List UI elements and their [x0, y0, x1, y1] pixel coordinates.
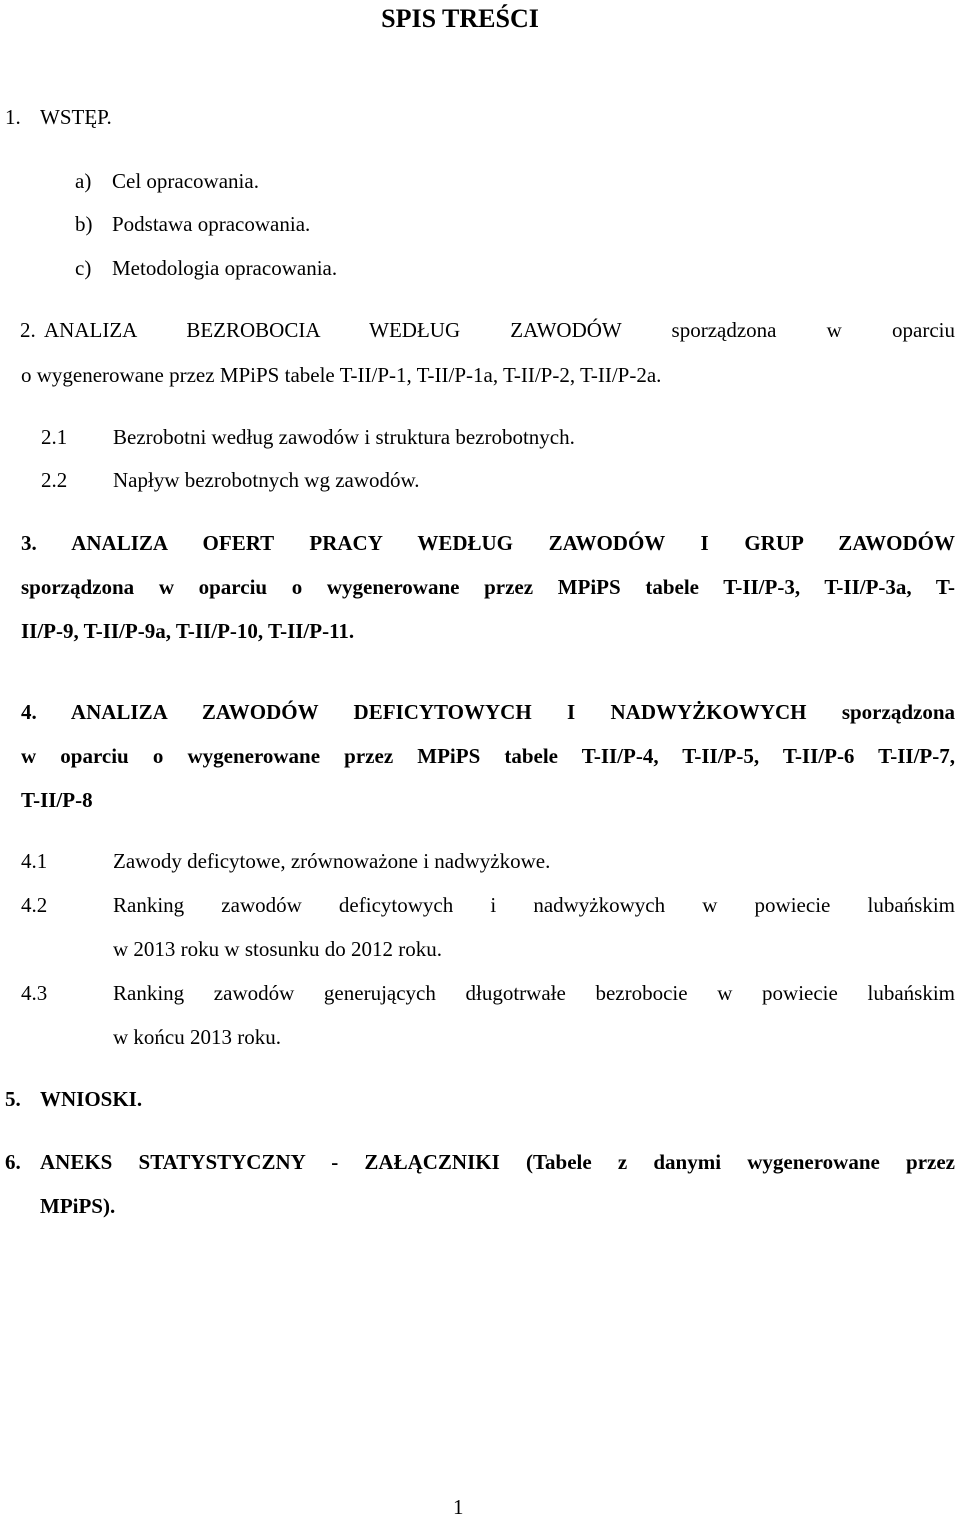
list-item-marker: b): [75, 212, 93, 236]
section-6-number: 6.: [5, 1150, 21, 1174]
subsection-title: Zawody deficytowe, zrównoważone i nadwyżkowe.: [113, 849, 551, 873]
list-item: Metodologia opracowania.: [112, 256, 338, 280]
subsection-title-line1: Ranking zawodów deficytowych i nadwyżkowych w powiecie lubańskim: [113, 893, 955, 917]
section-3-title-line3: II/P-9, T-II/P-9a, T-II/P-10, T-II/P-11.: [21, 619, 355, 643]
section-3-title-line1: 3. ANALIZA OFERT PRACY WEDŁUG ZAWODÓW I GRUP ZAWODÓW: [21, 531, 955, 555]
section-6-title-line2: MPiPS).: [40, 1194, 116, 1218]
page-title: SPIS TREŚCI: [381, 4, 539, 33]
list-item: Cel opracowania.: [112, 169, 259, 193]
subsection-title: Bezrobotni według zawodów i struktura bezrobotnych.: [113, 425, 575, 449]
section-2-title-line2: o wygenerowane przez MPiPS tabele T-II/P-1, T-II/P-1a, T-II/P-2, T-II/P-2a.: [21, 363, 662, 387]
section-4-title-line2: w oparciu o wygenerowane przez MPiPS tabele T-II/P-4, T-II/P-5, T-II/P-6 T-II/P-7,: [21, 744, 955, 768]
section-1-number: 1.: [5, 105, 21, 129]
section-2-number: 2.: [20, 318, 36, 342]
section-3-title-line2: sporządzona w oparciu o wygenerowane przez MPiPS tabele T-II/P-3, T-II/P-3a, T-: [21, 575, 955, 599]
subsection-title: Napływ bezrobotnych wg zawodów.: [113, 468, 420, 492]
subsection-number: 2.1: [41, 425, 68, 449]
list-item-marker: a): [75, 169, 92, 193]
section-4-title-line1: 4. ANALIZA ZAWODÓW DEFICYTOWYCH I NADWYŻKOWYCH sporządzona: [21, 700, 955, 724]
page-number: 1: [453, 1495, 464, 1519]
subsection-number: 4.3: [21, 981, 48, 1005]
section-2-title-line1: ANALIZA BEZROBOCIA WEDŁUG ZAWODÓW sporządzona w oparciu: [44, 318, 955, 342]
subsection-number: 4.2: [21, 893, 48, 917]
subsection-number: 4.1: [21, 849, 48, 873]
section-5-number: 5.: [5, 1087, 21, 1111]
subsection-number: 2.2: [41, 468, 68, 492]
subsection-title-line2: w końcu 2013 roku.: [113, 1025, 281, 1049]
subsection-title-line1: Ranking zawodów generujących długotrwałe bezrobocie w powiecie lubańskim: [113, 981, 955, 1005]
section-4-title-line3: T-II/P-8: [21, 788, 93, 812]
list-item-marker: c): [75, 256, 92, 280]
section-6-title-line1: ANEKS STATYSTYCZNY - ZAŁĄCZNIKI (Tabele z danymi wygenerowane przez: [40, 1150, 955, 1174]
list-item: Podstawa opracowania.: [112, 212, 311, 236]
subsection-title-line2: w 2013 roku w stosunku do 2012 roku.: [113, 937, 442, 961]
section-5-title: WNIOSKI.: [40, 1087, 143, 1111]
section-1-title: WSTĘP.: [40, 105, 112, 129]
